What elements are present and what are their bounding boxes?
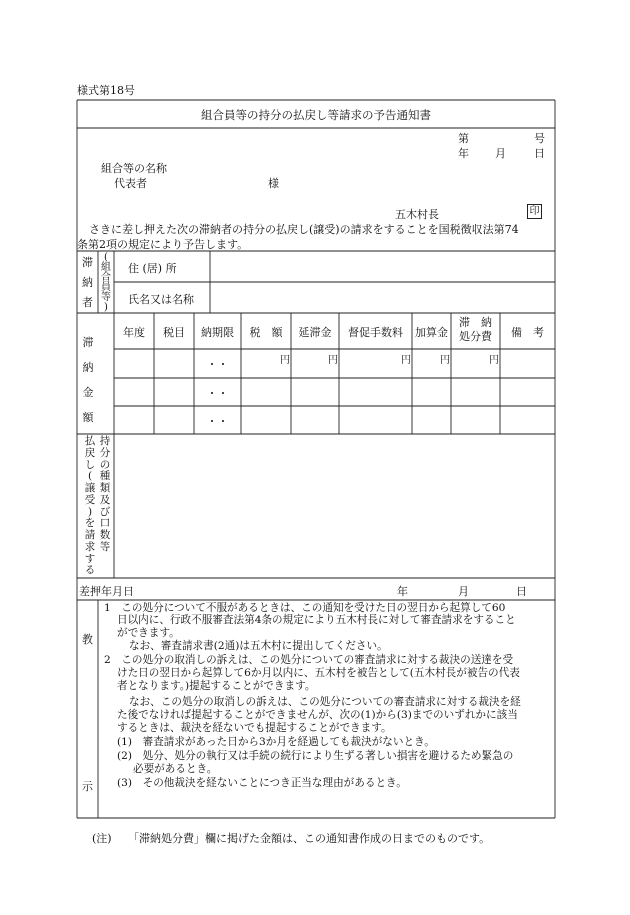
yen-additional-tax: 円 bbox=[440, 355, 450, 366]
claim-label: 払 戻 し ( 譲 受 ) を 請 求 す る bbox=[84, 435, 96, 577]
due-date-row-2: ・・ bbox=[206, 387, 229, 400]
header-late-fee: 延滞金 bbox=[298, 326, 332, 339]
instruction-line: (1) 審査請求があった日から3か月を経過しても裁決がないとき。 bbox=[117, 736, 435, 748]
intro-text-line-1: さきに差し押えた次の滞納者の持分の払戻し(譲受)の請求をすることを国税徴収法第74 bbox=[89, 223, 519, 236]
share-type-label: 持 分 の 種 類 及 び 口 数 等 bbox=[99, 435, 111, 553]
seizure-date-day: 日 bbox=[516, 585, 527, 598]
issue-date-month: 月 bbox=[495, 147, 506, 160]
instruction-line: けた日の翌日から起算して6か月以内に、五木村を被告として(五木村長が被告の代表 bbox=[117, 667, 520, 679]
instruction-line: 2 この処分の取消しの訴えは、この処分についての審査請求に対する裁決の送達を受 bbox=[104, 654, 514, 666]
document-number-prefix: 第 bbox=[458, 132, 469, 145]
header-tax-amount: 税 額 bbox=[249, 326, 283, 339]
union-name-label: 組合等の名称 bbox=[101, 162, 167, 175]
due-date-row-1: ・・ bbox=[206, 358, 229, 371]
honorific-sama: 様 bbox=[268, 177, 279, 190]
name-label: 氏名又は名称 bbox=[128, 293, 194, 306]
instruction-label-top: 教 bbox=[82, 633, 93, 646]
seizure-date-label: 差押年月日 bbox=[79, 585, 134, 598]
issue-date-year: 年 bbox=[458, 147, 469, 160]
yen-tax-amount: 円 bbox=[280, 355, 290, 366]
footnote-text: 「滞納処分費」欄に掲げた金額は、この通知書作成の日までのものです。 bbox=[128, 832, 491, 845]
header-remarks: 備 考 bbox=[511, 326, 544, 339]
instruction-line: (2) 処分、処分の執行又は手続の続行により生ずる著しい損害を避けるため緊急の bbox=[117, 750, 514, 762]
instruction-label-bottom: 示 bbox=[82, 780, 93, 793]
document-number-suffix: 号 bbox=[534, 132, 545, 145]
instruction-line: 日以内に、行政不服審査法第4条の規定により五木村長に対して審査請求をすること bbox=[117, 614, 516, 626]
header-due-date: 納期限 bbox=[201, 326, 234, 339]
representative-label: 代表者 bbox=[114, 177, 147, 190]
instruction-line: ができます。 bbox=[117, 627, 180, 639]
issue-date-day: 日 bbox=[534, 147, 545, 160]
seizure-date-year: 年 bbox=[397, 585, 408, 598]
delinquent-label: 滞 納 者 bbox=[82, 256, 93, 309]
instruction-line: なお、この処分の取消しの訴えは、この処分についての審査請求に対する裁決を経 bbox=[129, 696, 521, 708]
instruction-line: なお、審査請求書(2通)は五木村に提出してください。 bbox=[129, 640, 388, 652]
instruction-line: 必要があるとき。 bbox=[133, 763, 218, 775]
header-reminder-fee: 督促手数料 bbox=[348, 326, 403, 339]
header-disposition-cost: 滞 納処分費 bbox=[459, 316, 492, 343]
seizure-date-month: 月 bbox=[458, 585, 469, 598]
issuer-name: 五木村長 bbox=[395, 208, 439, 221]
header-additional-tax: 加算金 bbox=[415, 326, 448, 339]
yen-reminder-fee: 円 bbox=[401, 355, 411, 366]
union-member-note: ( 組 合 員 等 ) bbox=[101, 252, 111, 313]
intro-text-line-2: 条第2項の規定により予告します。 bbox=[77, 238, 249, 251]
instruction-line: (3) その他裁決を経ないことにつき正当な理由があるとき。 bbox=[117, 777, 407, 789]
instruction-line: 1 この処分について不服があるときは、この通知を受けた日の翌日から起算して60 bbox=[104, 602, 506, 614]
address-label: 住 (居) 所 bbox=[128, 262, 177, 275]
instruction-line: 者となります。)提起することができます。 bbox=[117, 680, 316, 692]
instruction-line: するときは、裁決を経ないでも提起することができます。 bbox=[117, 722, 392, 734]
header-tax-item: 税目 bbox=[163, 326, 185, 339]
form-title: 組合員等の持分の払戻し等請求の予告通知書 bbox=[201, 108, 431, 122]
yen-disposition-cost: 円 bbox=[489, 355, 499, 366]
header-fiscal-year: 年度 bbox=[123, 326, 145, 339]
seal-mark: 印 bbox=[527, 204, 542, 219]
delinquent-amount-label: 滞 納 金 額 bbox=[82, 336, 94, 424]
due-date-row-3: ・・ bbox=[206, 415, 229, 428]
yen-late-fee: 円 bbox=[328, 355, 338, 366]
form-number: 様式第18号 bbox=[77, 84, 135, 97]
footnote-mark: (注) bbox=[92, 832, 112, 845]
instruction-line: た後でなければ提起することができませんが、次の(1)から(3)までのいずれかに該当 bbox=[117, 709, 518, 721]
